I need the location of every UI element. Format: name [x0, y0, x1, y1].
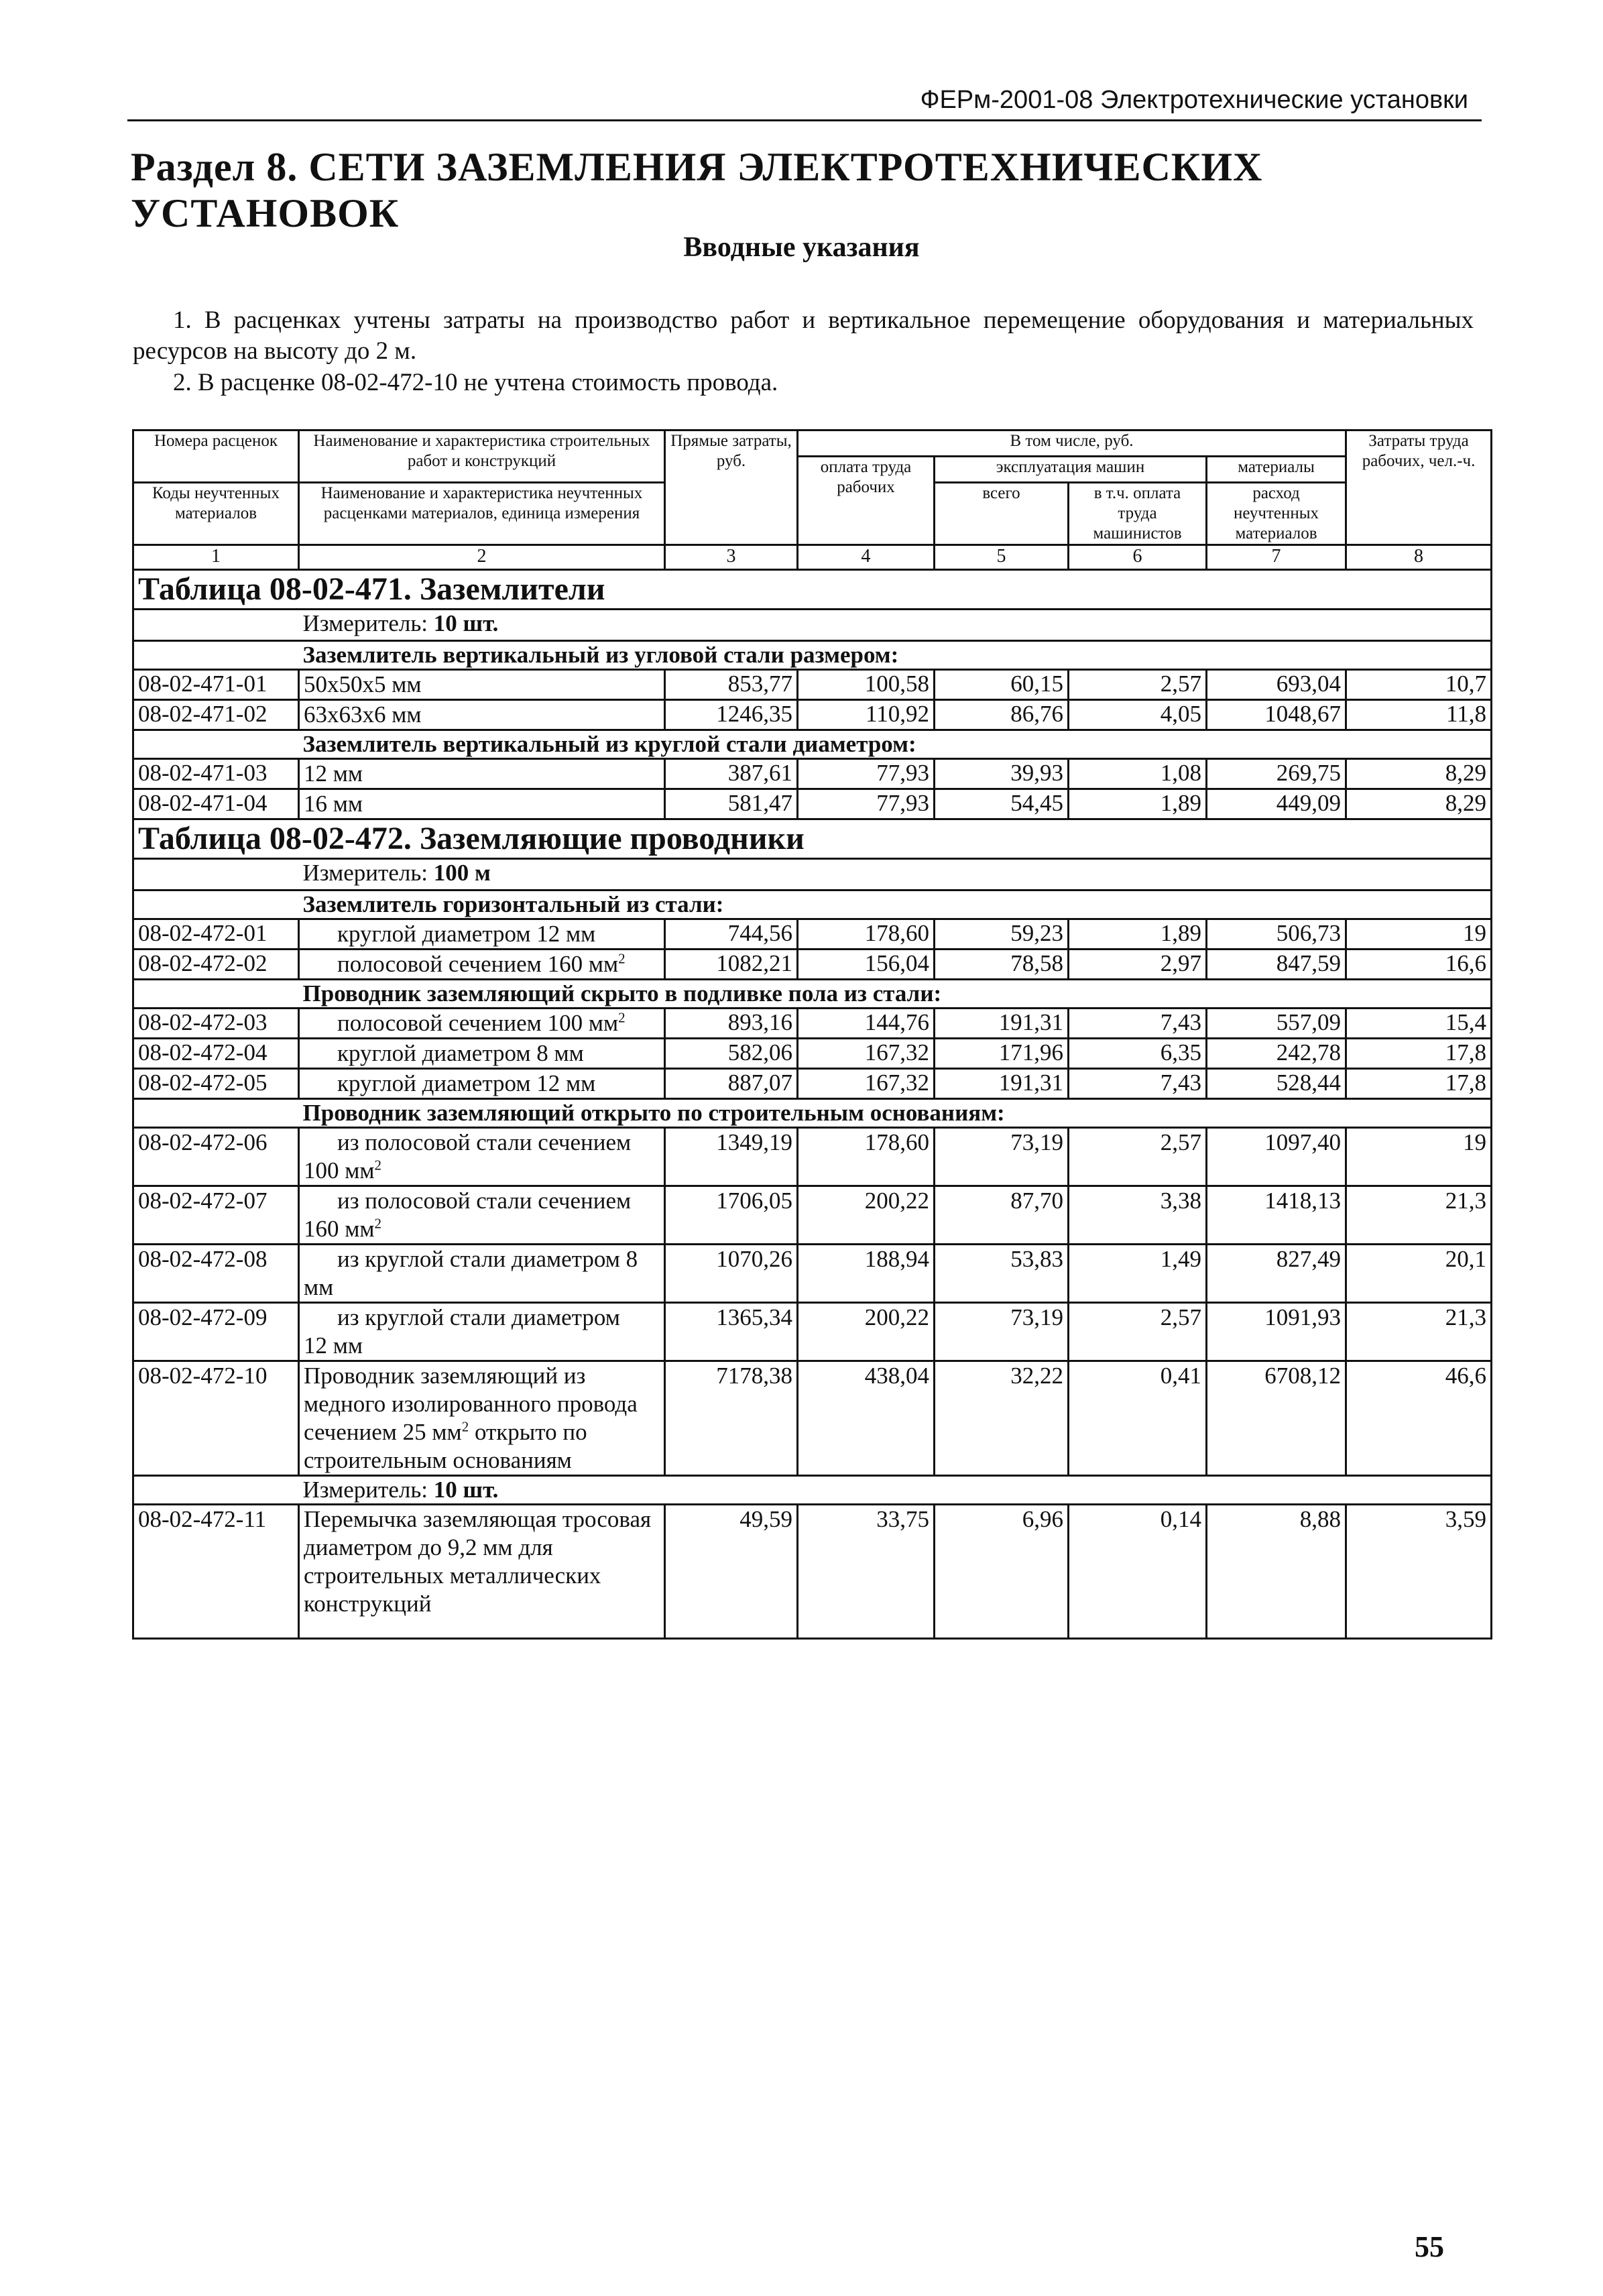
operator-pay: 0,14 [1069, 1505, 1207, 1639]
header-materials: материалы [1207, 457, 1346, 483]
rate-code: 08-02-471-04 [133, 789, 299, 819]
labor-costs: 8,29 [1346, 789, 1492, 819]
table-471-group-1 [133, 641, 1492, 670]
column-number: 6 [1069, 545, 1207, 570]
rate-code: 08-02-472-08 [133, 1245, 299, 1303]
unit-value: 10 шт. [433, 1477, 499, 1503]
intro-note-1 [133, 305, 1474, 367]
labor-costs: 19 [1346, 919, 1492, 950]
rate-name-line-2: 12 мм [304, 1332, 363, 1359]
table-472-group-1 [133, 891, 1492, 919]
rate-name-line-2: 160 мм [304, 1216, 375, 1242]
rate-code: 08-02-472-06 [133, 1128, 299, 1186]
materials: 6708,12 [1207, 1361, 1346, 1476]
header-in-total: В том числе, руб. [798, 431, 1346, 457]
direct-costs: 7178,38 [665, 1361, 798, 1476]
rate-name [299, 950, 665, 980]
table-471-title-row [133, 570, 1492, 610]
machines-total: 39,93 [935, 759, 1069, 789]
rate-name: круглой диаметром 8 мм [299, 1039, 665, 1069]
machines-total: 32,22 [935, 1361, 1069, 1476]
direct-costs: 893,16 [665, 1009, 798, 1039]
header-worker-pay: оплата труда рабочих [798, 457, 935, 545]
superscript: 2 [618, 1009, 626, 1026]
worker-pay: 200,22 [798, 1303, 935, 1361]
table-row [133, 1303, 1492, 1361]
direct-costs: 1365,34 [665, 1303, 798, 1361]
header-labor-costs: Затраты труда рабочих, чел.-ч. [1346, 431, 1492, 545]
worker-pay: 167,32 [798, 1039, 935, 1069]
direct-costs: 1246,35 [665, 700, 798, 730]
rate-code: 08-02-471-03 [133, 759, 299, 789]
rate-code: 08-02-472-03 [133, 1009, 299, 1039]
direct-costs: 853,77 [665, 670, 798, 700]
table-row [133, 759, 1492, 789]
table-row [133, 1361, 1492, 1476]
materials: 827,49 [1207, 1245, 1346, 1303]
worker-pay: 110,92 [798, 700, 935, 730]
worker-pay: 156,04 [798, 950, 935, 980]
operator-pay: 1,08 [1069, 759, 1207, 789]
direct-costs: 1082,21 [665, 950, 798, 980]
machines-total: 78,58 [935, 950, 1069, 980]
machines-total: 59,23 [935, 919, 1069, 950]
unit-value: 100 м [433, 860, 491, 886]
group-title: Заземлитель вертикальный из круглой стали диаметром: [299, 730, 1492, 759]
labor-costs: 16,6 [1346, 950, 1492, 980]
materials: 449,09 [1207, 789, 1346, 819]
rate-name-line-1: из круглой стали диаметром [337, 1304, 620, 1330]
page-number: 55 [1415, 2230, 1444, 2263]
operator-pay: 2,57 [1069, 1303, 1207, 1361]
labor-costs: 21,3 [1346, 1303, 1492, 1361]
materials: 847,59 [1207, 950, 1346, 980]
direct-costs: 1070,26 [665, 1245, 798, 1303]
direct-costs: 582,06 [665, 1039, 798, 1069]
rate-name: 12 мм [299, 759, 665, 789]
header-rule [127, 119, 1482, 121]
materials: 1091,93 [1207, 1303, 1346, 1361]
superscript: 2 [374, 1157, 382, 1173]
rate-code: 08-02-472-10 [133, 1361, 299, 1476]
labor-costs: 19 [1346, 1128, 1492, 1186]
machines-total: 171,96 [935, 1039, 1069, 1069]
rate-name-line-2: мм [304, 1274, 334, 1300]
unit-value: 10 шт. [433, 610, 499, 636]
section-title: Раздел 8. СЕТИ ЗАЗЕМЛЕНИЯ ЭЛЕКТРОТЕХНИЧЕСКИХ УСТАНОВОК [131, 145, 1263, 235]
labor-costs: 46,6 [1346, 1361, 1492, 1476]
materials: 1048,67 [1207, 700, 1346, 730]
rate-name-line-2: 100 мм [304, 1157, 375, 1184]
table-471-group-2 [133, 730, 1492, 759]
column-number: 7 [1207, 545, 1346, 570]
machines-total: 73,19 [935, 1128, 1069, 1186]
table-row [133, 1039, 1492, 1069]
rate-name: 50x50x5 мм [299, 670, 665, 700]
machines-total: 60,15 [935, 670, 1069, 700]
rate-name-line-1: из полосовой стали сечением [337, 1129, 632, 1155]
rate-name-text: полосовой сечением 160 мм [337, 951, 619, 977]
table-472-title: Таблица 08-02-472. Заземляющие проводники [133, 819, 1492, 859]
header-material-usage: расход неучтенных материалов [1207, 483, 1346, 545]
rate-code: 08-02-472-05 [133, 1069, 299, 1099]
worker-pay: 167,32 [798, 1069, 935, 1099]
unit-label: Измеритель: [302, 860, 428, 886]
column-number: 8 [1346, 545, 1492, 570]
rate-name [299, 1128, 665, 1186]
direct-costs: 1706,05 [665, 1186, 798, 1245]
header-operator-pay: в т.ч. оплата труда машинистов [1069, 483, 1207, 545]
operator-pay: 7,43 [1069, 1069, 1207, 1099]
group-title: Проводник заземляющий скрыто в подливке пола из стали: [299, 980, 1492, 1009]
materials: 528,44 [1207, 1069, 1346, 1099]
worker-pay: 438,04 [798, 1361, 935, 1476]
column-number: 3 [665, 545, 798, 570]
header-machines-total: всего [935, 483, 1069, 545]
header-row-1 [133, 431, 1492, 457]
superscript: 2 [461, 1418, 469, 1435]
operator-pay: 6,35 [1069, 1039, 1207, 1069]
operator-pay: 1,89 [1069, 919, 1207, 950]
labor-costs: 17,8 [1346, 1039, 1492, 1069]
operator-pay: 1,89 [1069, 789, 1207, 819]
materials: 1097,40 [1207, 1128, 1346, 1186]
rate-name: 16 мм [299, 789, 665, 819]
worker-pay: 77,93 [798, 789, 935, 819]
rate-name-text-end: открыто по строительным основаниям [304, 1419, 587, 1473]
machines-total: 6,96 [935, 1505, 1069, 1639]
labor-costs: 3,59 [1346, 1505, 1492, 1639]
running-header: ФЕРм-2001-08 Электротехнические установки [920, 86, 1468, 114]
table-row [133, 919, 1492, 950]
worker-pay: 33,75 [798, 1505, 935, 1639]
superscript: 2 [618, 950, 626, 967]
direct-costs: 744,56 [665, 919, 798, 950]
operator-pay: 1,49 [1069, 1245, 1207, 1303]
materials: 242,78 [1207, 1039, 1346, 1069]
norms-table [132, 429, 1492, 1640]
rate-name-text: Проводник заземляющий из медного изолированного провода сечением 25 мм [304, 1363, 638, 1445]
table-row [133, 789, 1492, 819]
table-row [133, 1009, 1492, 1039]
table-472-unit-2-row [133, 1476, 1492, 1505]
unit-label: Измеритель: [302, 610, 428, 636]
column-number: 5 [935, 545, 1069, 570]
labor-costs: 15,4 [1346, 1009, 1492, 1039]
worker-pay: 178,60 [798, 919, 935, 950]
rate-name: круглой диаметром 12 мм [299, 1069, 665, 1099]
table-row [133, 670, 1492, 700]
worker-pay: 178,60 [798, 1128, 935, 1186]
table-471-title: Таблица 08-02-471. Заземлители [133, 570, 1492, 610]
table-471-unit [299, 610, 1492, 641]
rate-name-line-1: из полосовой стали сечением [337, 1188, 632, 1214]
rate-code: 08-02-471-01 [133, 670, 299, 700]
rate-name-text: полосовой сечением 100 мм [337, 1010, 619, 1036]
labor-costs: 17,8 [1346, 1069, 1492, 1099]
table-row [133, 1186, 1492, 1245]
operator-pay: 2,57 [1069, 670, 1207, 700]
rate-name [299, 1303, 665, 1361]
materials: 506,73 [1207, 919, 1346, 950]
worker-pay: 100,58 [798, 670, 935, 700]
superscript: 2 [374, 1215, 382, 1232]
operator-pay: 3,38 [1069, 1186, 1207, 1245]
operator-pay: 0,41 [1069, 1361, 1207, 1476]
operator-pay: 2,57 [1069, 1128, 1207, 1186]
column-number: 2 [299, 545, 665, 570]
labor-costs: 11,8 [1346, 700, 1492, 730]
rate-code: 08-02-472-07 [133, 1186, 299, 1245]
table-row [133, 1128, 1492, 1186]
rate-name: Перемычка заземляющая тросовая диаметром до 9,2 мм для строительных металлических конструкций [299, 1505, 665, 1639]
worker-pay: 188,94 [798, 1245, 935, 1303]
materials: 557,09 [1207, 1009, 1346, 1039]
unit-label: Измеритель: [302, 1477, 428, 1503]
header-rate-numbers: Номера расценок [133, 431, 299, 483]
table-row [133, 700, 1492, 730]
direct-costs: 581,47 [665, 789, 798, 819]
column-number: 1 [133, 545, 299, 570]
direct-costs: 1349,19 [665, 1128, 798, 1186]
operator-pay: 2,97 [1069, 950, 1207, 980]
machines-total: 54,45 [935, 789, 1069, 819]
table-row [133, 1069, 1492, 1099]
table-472-title-row [133, 819, 1492, 859]
rate-name: 63x63x6 мм [299, 700, 665, 730]
rate-code: 08-02-472-02 [133, 950, 299, 980]
labor-costs: 8,29 [1346, 759, 1492, 789]
column-numbers-row [133, 545, 1492, 570]
worker-pay: 77,93 [798, 759, 935, 789]
rate-name: круглой диаметром 12 мм [299, 919, 665, 950]
operator-pay: 7,43 [1069, 1009, 1207, 1039]
table-472-unit-row [133, 859, 1492, 891]
direct-costs: 387,61 [665, 759, 798, 789]
intro-note-1-text: 1. В расценках учтены затраты на производство работ и вертикальное перемещение оборудования и материальных ресурсов на высоту до 2 м. [133, 306, 1474, 365]
materials: 8,88 [1207, 1505, 1346, 1639]
rate-name [299, 1186, 665, 1245]
worker-pay: 144,76 [798, 1009, 935, 1039]
operator-pay: 4,05 [1069, 700, 1207, 730]
table-471-unit-row [133, 610, 1492, 641]
intro-note-2-text: 2. В расценке 08-02-472-10 не учтена стоимость провода. [173, 369, 778, 396]
header-work-name: Наименование и характеристика строительных работ и конструкций [299, 431, 665, 483]
table-row [133, 1505, 1492, 1639]
materials: 269,75 [1207, 759, 1346, 789]
labor-costs: 20,1 [1346, 1245, 1492, 1303]
table-472-unit-2 [299, 1476, 1492, 1505]
header-direct-costs: Прямые затраты, руб. [665, 431, 798, 545]
rate-name [299, 1009, 665, 1039]
labor-costs: 10,7 [1346, 670, 1492, 700]
table-row [133, 1245, 1492, 1303]
rate-name [299, 1361, 665, 1476]
group-title: Заземлитель горизонтальный из стали: [299, 891, 1492, 919]
direct-costs: 49,59 [665, 1505, 798, 1639]
machines-total: 87,70 [935, 1186, 1069, 1245]
rate-name-line-1: из круглой стали диаметром 8 [337, 1246, 638, 1272]
materials: 1418,13 [1207, 1186, 1346, 1245]
machines-total: 73,19 [935, 1303, 1069, 1361]
intro-note-2 [133, 367, 1474, 398]
direct-costs: 887,07 [665, 1069, 798, 1099]
materials: 693,04 [1207, 670, 1346, 700]
header-material-codes: Коды неучтенных материалов [133, 483, 299, 545]
machines-total: 191,31 [935, 1069, 1069, 1099]
group-title: Заземлитель вертикальный из угловой стали размером: [299, 641, 1492, 670]
machines-total: 86,76 [935, 700, 1069, 730]
rate-code: 08-02-472-01 [133, 919, 299, 950]
table-row [133, 950, 1492, 980]
rate-name [299, 1245, 665, 1303]
table-472-unit [299, 859, 1492, 891]
table-472-group-2 [133, 980, 1492, 1009]
rate-code: 08-02-472-11 [133, 1505, 299, 1639]
machines-total: 191,31 [935, 1009, 1069, 1039]
labor-costs: 21,3 [1346, 1186, 1492, 1245]
intro-title: Вводные указания [683, 232, 920, 263]
group-title: Проводник заземляющий открыто по строительным основаниям: [299, 1099, 1492, 1128]
rate-code: 08-02-471-02 [133, 700, 299, 730]
rate-code: 08-02-472-04 [133, 1039, 299, 1069]
machines-total: 53,83 [935, 1245, 1069, 1303]
header-material-names: Наименование и характеристика неучтенных расценками материалов, единица измерения [299, 483, 665, 545]
rate-code: 08-02-472-09 [133, 1303, 299, 1361]
worker-pay: 200,22 [798, 1186, 935, 1245]
header-machines: эксплуатация машин [935, 457, 1207, 483]
column-number: 4 [798, 545, 935, 570]
table-472-group-3 [133, 1099, 1492, 1128]
